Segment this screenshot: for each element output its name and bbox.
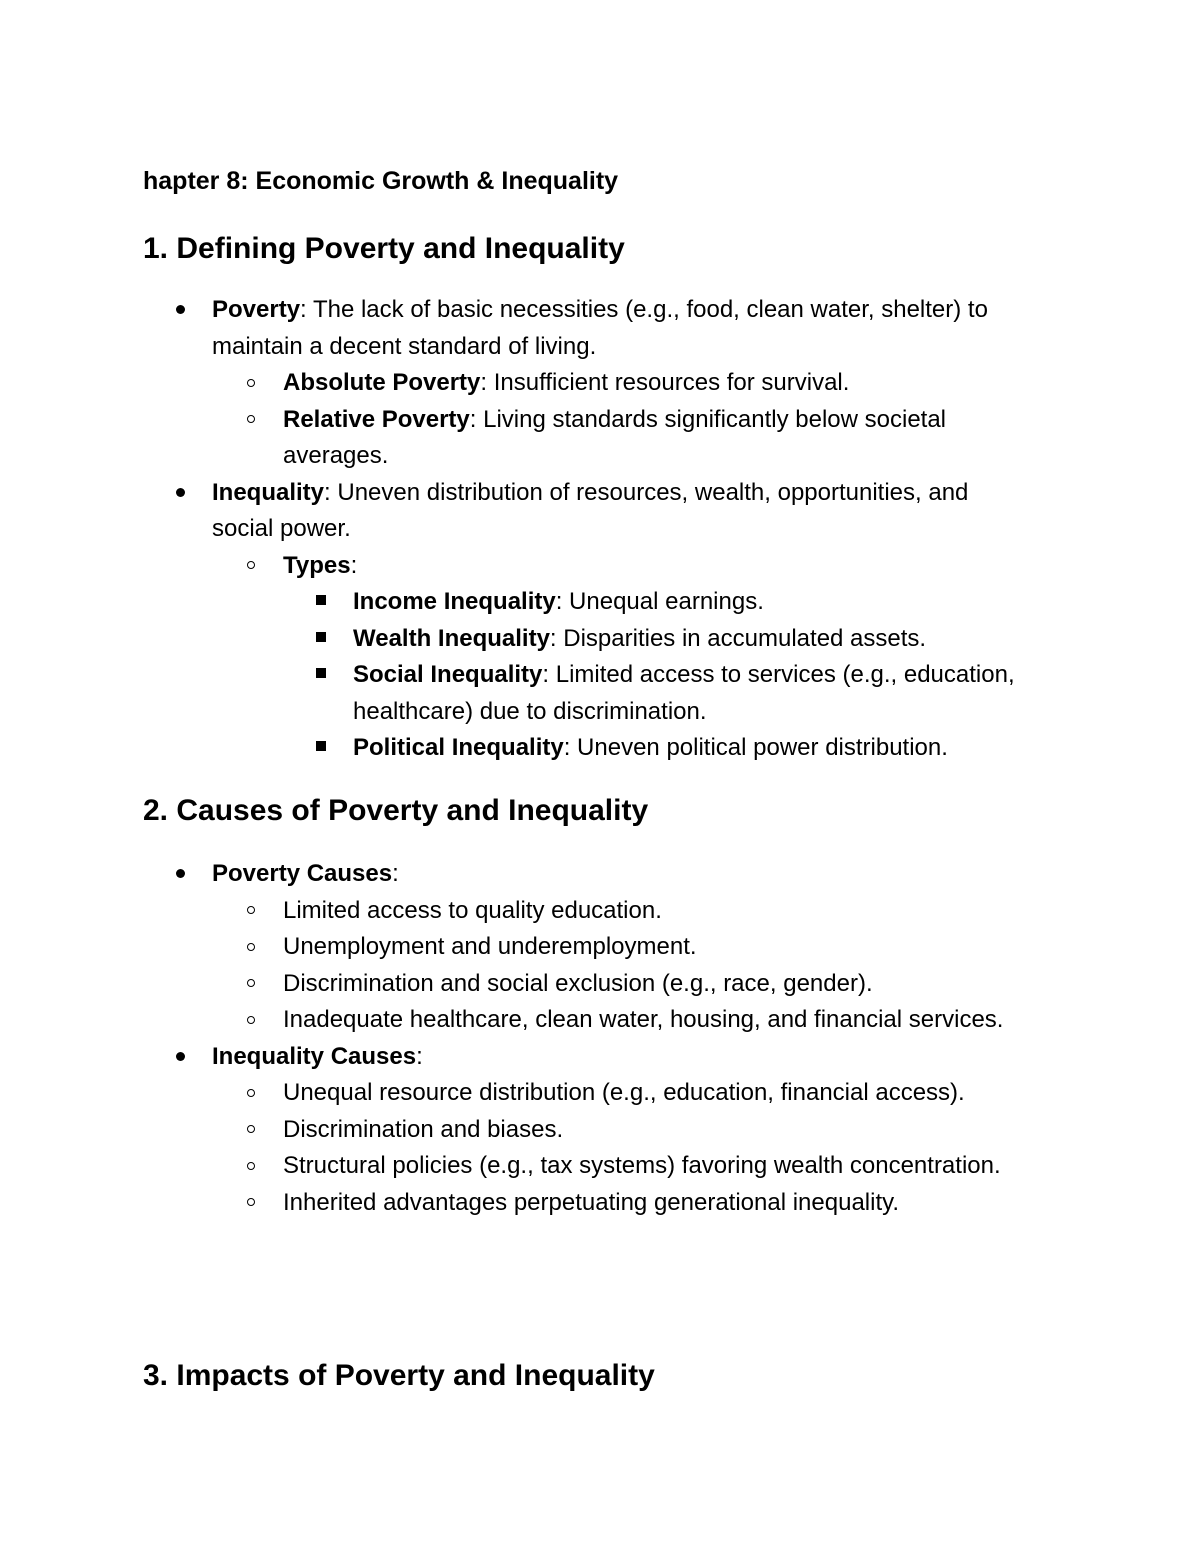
list-item-wealth-inequality: [0, 621, 1053, 658]
list-item-political-inequality: [0, 730, 1053, 767]
bullet-ring-icon: [247, 893, 255, 930]
term-description: : Disparities in accumulated assets.: [549, 624, 927, 652]
list-item: [0, 1075, 1048, 1112]
term-label: Political Inequality: [353, 734, 564, 761]
bullet-ring-icon: [247, 1112, 255, 1149]
list-item-text: Inadequate healthcare, clean water, housing, and financial services.: [283, 1006, 1004, 1033]
bullet-square-icon: [316, 621, 326, 658]
term-label: Social Inequality: [353, 661, 543, 688]
list-item-absolute-poverty: [0, 365, 1048, 402]
list-item-text: Discrimination and biases.: [283, 1115, 564, 1143]
bullet-ring-icon: [247, 548, 255, 585]
bullet-dot-icon: [176, 856, 185, 893]
document-title: hapter 8: Economic Growth & Inequality: [143, 167, 619, 195]
section-heading-impacts: 3. Impacts of Poverty and Inequality: [143, 1359, 655, 1392]
bullet-ring-icon: [247, 966, 255, 1003]
section-list-defining: [0, 292, 1200, 767]
list-item-inequality-causes: [0, 1039, 1032, 1076]
bullet-dot-icon: [176, 1039, 185, 1076]
list-item: [0, 966, 1048, 1003]
list-item: [0, 1002, 1048, 1039]
term-description: :: [392, 860, 399, 887]
term-label: Wealth Inequality: [353, 624, 550, 652]
bullet-square-icon: [316, 730, 326, 767]
term-label: Income Inequality: [353, 588, 556, 615]
list-item-text: Limited access to quality education.: [283, 896, 662, 924]
section-heading-defining: 1. Defining Poverty and Inequality: [143, 232, 625, 265]
term-description: : Insufficient resources for survival.: [480, 369, 850, 396]
list-item: [0, 893, 1048, 930]
bullet-ring-icon: [247, 1185, 255, 1222]
list-item-social-inequality: [0, 657, 1053, 730]
term-label: Poverty Causes: [212, 860, 393, 887]
list-item: [0, 1148, 1048, 1185]
list-item: [0, 929, 1048, 966]
list-item: [0, 1185, 1048, 1222]
list-item-text: Unemployment and underemployment.: [283, 933, 697, 960]
list-item-text: Structural policies (e.g., tax systems) favoring wealth concentration.: [283, 1152, 1001, 1179]
term-description: : Unequal earnings.: [555, 588, 764, 615]
bullet-ring-icon: [247, 1148, 255, 1185]
bullet-ring-icon: [247, 1075, 255, 1112]
list-item-inequality: [0, 475, 1032, 548]
term-description: : Limited access to services (e.g., education, healthcare) due to discrimination.: [353, 661, 1015, 725]
bullet-square-icon: [316, 584, 326, 621]
term-description: : Uneven political power distribution.: [563, 734, 948, 761]
term-description: : Living standards significantly below societal averages.: [283, 405, 947, 469]
list-item-poverty-causes: [0, 856, 1032, 893]
term-description: :: [350, 551, 358, 579]
list-item-text: Inherited advantages perpetuating generational inequality.: [283, 1188, 900, 1216]
term-description: : The lack of basic necessities (e.g., food, clean water, shelter) to maintain a decent standard of living.: [212, 296, 988, 360]
bullet-square-icon: [316, 657, 326, 694]
list-item-income-inequality: [0, 584, 1053, 621]
list-item-poverty: [0, 292, 1032, 365]
term-label: Types: [283, 551, 351, 579]
bullet-ring-icon: [247, 1002, 255, 1039]
section-list-causes: [0, 856, 1200, 1221]
list-item-text: Unequal resource distribution (e.g., education, financial access).: [283, 1079, 965, 1106]
list-item-types: [0, 548, 1048, 585]
bullet-dot-icon: [176, 292, 185, 329]
bullet-ring-icon: [247, 365, 255, 402]
section-heading-causes: 2. Causes of Poverty and Inequality: [143, 794, 649, 827]
term-label: Absolute Poverty: [283, 369, 481, 396]
term-description: : Uneven distribution of resources, wealth, opportunities, and social power.: [212, 478, 969, 542]
term-label: Relative Poverty: [283, 405, 470, 433]
bullet-dot-icon: [176, 475, 185, 512]
term-description: :: [416, 1042, 423, 1070]
bullet-ring-icon: [247, 402, 255, 439]
term-label: Inequality: [212, 478, 325, 506]
term-label: Inequality Causes: [212, 1042, 417, 1070]
list-item: [0, 1112, 1048, 1149]
list-item-relative-poverty: [0, 402, 1048, 475]
list-item-text: Discrimination and social exclusion (e.g., race, gender).: [283, 969, 873, 997]
bullet-ring-icon: [247, 929, 255, 966]
term-label: Poverty: [212, 296, 301, 323]
